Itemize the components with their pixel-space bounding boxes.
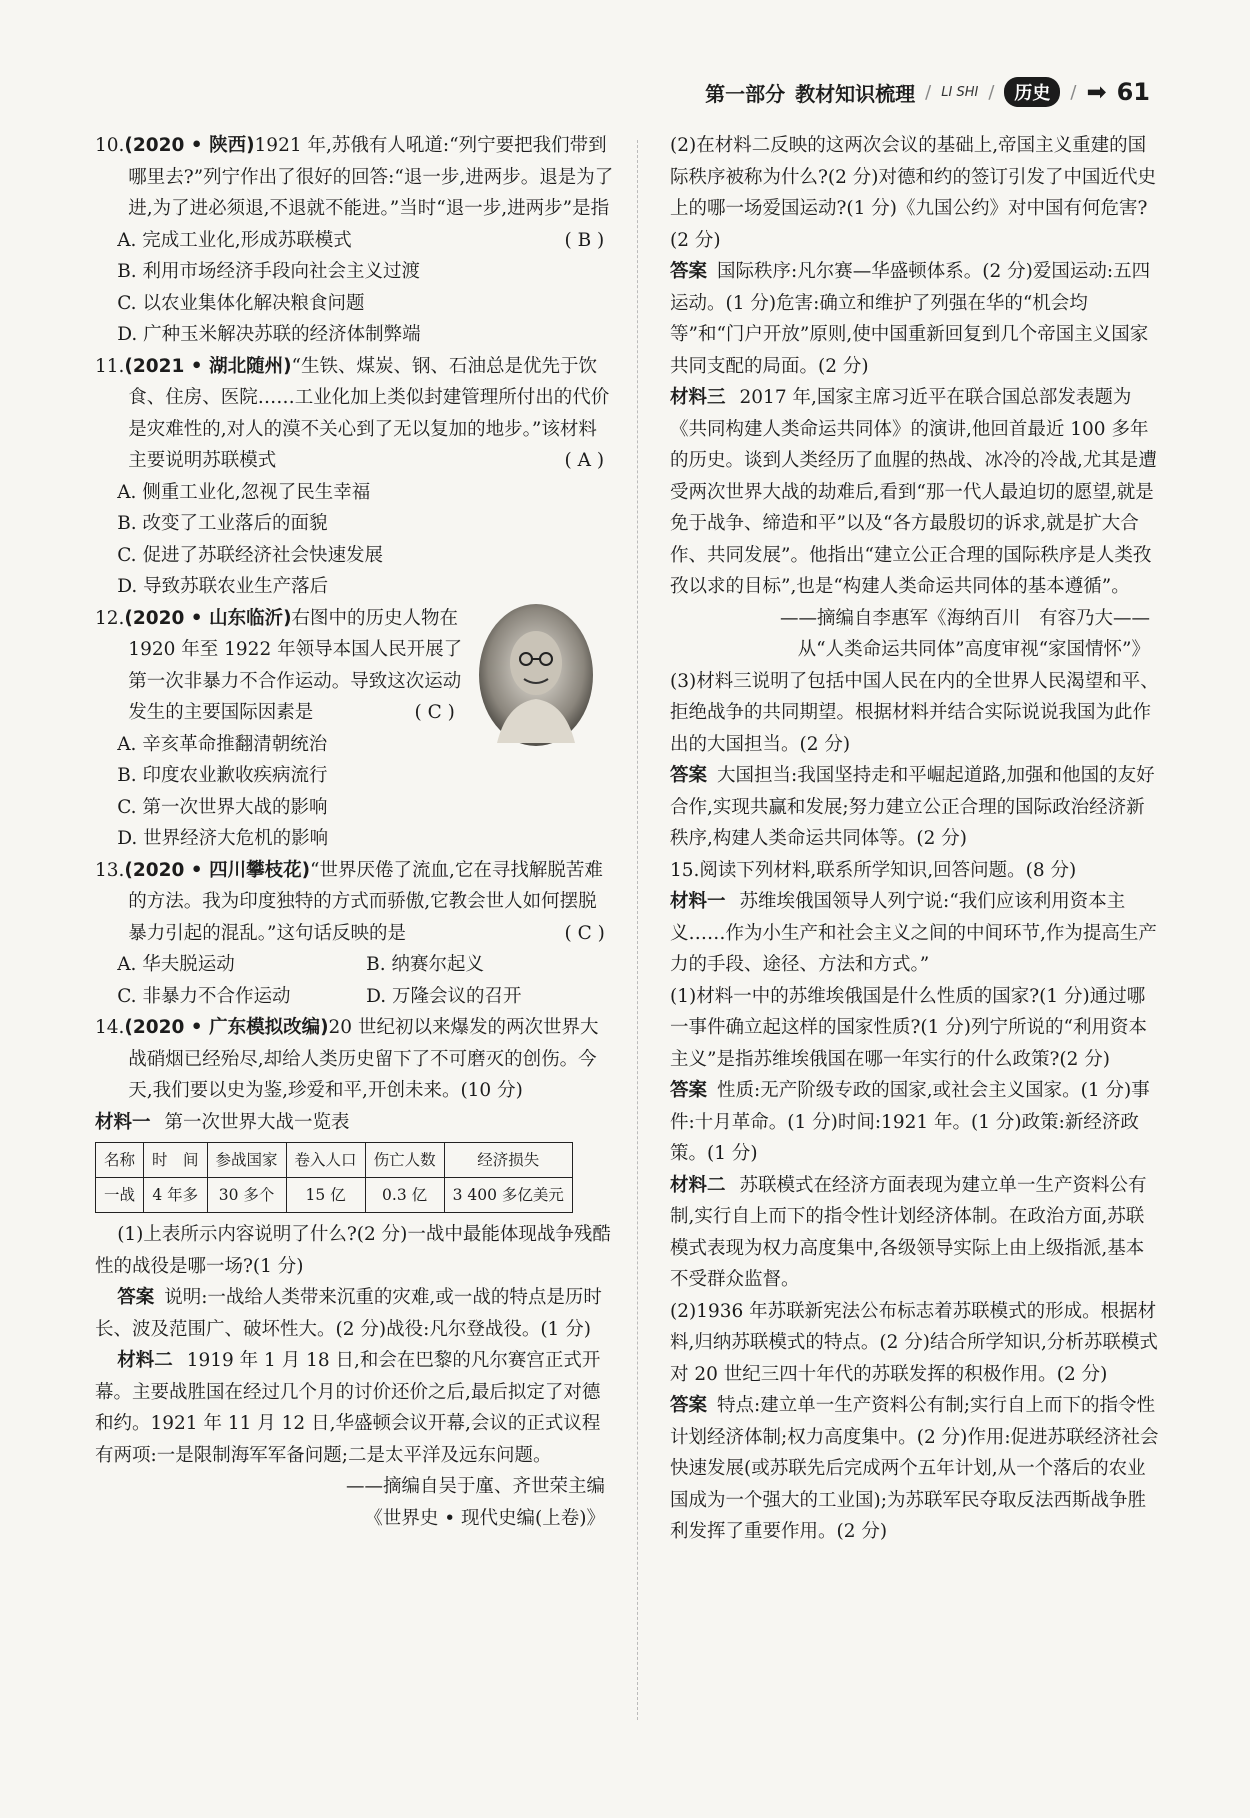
table-header: 伤亡人数 <box>365 1143 444 1178</box>
option: C. 非暴力不合作运动 <box>117 985 291 1007</box>
material-label: 材料二 <box>670 1174 726 1196</box>
option: A. 完成工业化,形成苏联模式 <box>117 229 352 251</box>
material-text: 苏联模式在经济方面表现为建立单一生产资料公有制,实行自上而下的指令性计划经济体制。在政治方面,苏联模式表现为权力高度集中,各级领导实际上由上级指派,基本不受群众监督。 <box>670 1174 1147 1290</box>
left-column <box>95 130 615 1534</box>
option: B. 印度农业歉收疾病流行 <box>117 765 328 786</box>
arrow-right-icon: ➡ <box>1086 78 1107 106</box>
question-14 <box>95 1012 615 1534</box>
answer-choice: ( C ) <box>414 702 455 723</box>
question-number: 12. <box>95 607 125 629</box>
question-number: 10. <box>95 135 125 156</box>
material-text: 苏维埃俄国领导人列宁说:“我们应该利用资本主义……作为小生产和社会主义之间的中间环节,作为提高生产力的手段、途径、方法和方式。” <box>670 891 1157 975</box>
table-header: 时 间 <box>144 1143 208 1178</box>
material-text: 2017 年,国家主席习近平在联合国总部发表题为《共同构建人类命运共同体》的演讲,他回首最近 100 多年的历史。谈到人类经历了血腥的热战、冰冷的冷战,尤其是遭受两次世界大战的劫难后,看到“那一代人最迫切的愿望,就是免于战争、缔造和平”以及“各方最殷切的诉求,就是扩大合作、共同发展”。他指出“建立公正合理的国际秩序是人类孜孜以求的目标”,也是“构建人类命运共同体的基本遵循”。 <box>670 387 1157 597</box>
table-cell: 一战 <box>96 1178 144 1213</box>
divider-slash: / <box>925 81 932 103</box>
material-label: 材料三 <box>670 387 726 408</box>
question-text: 右图中的历史人物在 1920 年至 1922 年领导本国人民开展了第一次非暴力不合作运动。导致这次运动发生的主要国际因素是 <box>128 607 463 723</box>
answer-label: 答案 <box>670 261 708 282</box>
answer-label: 答案 <box>117 1287 155 1308</box>
option: C. 促进了苏联经济社会快速发展 <box>117 544 383 566</box>
option: C. 第一次世界大战的影响 <box>117 796 328 818</box>
sub-question: (1)材料一中的苏维埃俄国是什么性质的国家?(1 分)通过哪一事件确立起这样的国家性质?(1 分)列宁所说的“利用资本主义”是指苏维埃俄国在哪一年实行的什么政策?(2 分) <box>670 985 1147 1070</box>
table-header: 名称 <box>96 1143 144 1178</box>
question-12 <box>95 603 615 855</box>
sub-question: (1)上表所示内容说明了什么?(2 分)一战中最能体现战争残酷性的战役是哪一场?(1 分) <box>95 1224 611 1277</box>
question-text: “生铁、煤炭、钢、石油总是优先于饮食、住房、医院……工业化加上类似封建管理所付出的代价是灾难性的,对人的漠不关心到了无以复加的地步。”该材料主要说明苏联模式 <box>128 355 610 471</box>
ww1-table <box>95 1142 573 1213</box>
table-header: 经济损失 <box>444 1143 572 1178</box>
option-row <box>95 949 615 981</box>
answer-label: 答案 <box>670 1395 708 1416</box>
question-15 <box>670 855 1160 1548</box>
question-text: 20 世纪初以来爆发的两次世界大战硝烟已经殆尽,却给人类历史留下了不可磨灭的创伤。今天,我们要以史为鉴,珍爱和平,开创未来。(10 分) <box>128 1017 599 1101</box>
question-number: 11. <box>95 355 125 377</box>
citation: ——摘编自吴于廑、齐世荣主编 <box>345 1476 605 1497</box>
answer-text: 国际秩序:凡尔赛—华盛顿体系。(2 分)爱国运动:五四运动。(1 分)危害:确立和维护了列强在华的“机会均等”和“门户开放”原则,使中国重新回复到几个帝国主义国家共同支配的局面。(2 分) <box>670 261 1151 377</box>
question-number: 14. <box>95 1017 125 1038</box>
question-number: 15. <box>670 859 700 881</box>
section-label: 第一部分 <box>705 81 786 106</box>
subject-pinyin: LI SHI <box>941 84 979 100</box>
table-cell: 4 年多 <box>144 1178 208 1213</box>
table-cell: 3 400 多亿美元 <box>444 1178 572 1213</box>
answer-text: 性质:无产阶级专政的国家,或社会主义国家。(1 分)事件:十月革命。(1 分)时间:1921 年。(1 分)政策:新经济政策。(1 分) <box>670 1080 1150 1164</box>
question-source: (2020 • 陕西) <box>124 135 255 156</box>
subject-badge: 历史 <box>1004 77 1060 107</box>
option: B. 利用市场经济手段向社会主义过渡 <box>117 261 421 282</box>
column-divider <box>637 140 638 1720</box>
answer-text: 说明:一战给人类带来沉重的灾难,或一战的特点是历时长、波及范围广、破坏性大。(2 分)战役:凡尔登战役。(1 分) <box>95 1287 602 1340</box>
question-10 <box>95 130 615 351</box>
material-heading <box>95 1107 615 1139</box>
question-number: 13. <box>95 859 125 881</box>
question-text: “世界厌倦了流血,它在寻找解脱苦难的方法。我为印度独特的方式而骄傲,它教会世人如何摆脱暴力引起的混乱。”这句话反映的是 <box>128 859 603 944</box>
material-text: 1919 年 1 月 18 日,和会在巴黎的凡尔赛宫正式开幕。主要战胜国在经过几个月的讨价还价之后,最后拟定了对德和约。1921 年 11 月 12 日,华盛顿会议开幕,会议的正式议程有两项:一是限制海军军备问题;二是太平洋及远东问题。 <box>95 1350 601 1466</box>
right-column <box>670 130 1160 1548</box>
answer-block <box>670 760 1160 855</box>
answer-block <box>95 1282 615 1345</box>
page-number: 61 <box>1116 78 1150 106</box>
section-title: 教材知识梳理 <box>795 81 916 106</box>
answer-block <box>670 1075 1160 1170</box>
material-label: 材料一 <box>670 891 726 912</box>
material-block <box>670 382 1160 603</box>
sub-question: (3)材料三说明了包括中国人民在内的全世界人民渴望和平、拒绝战争的共同期望。根据材料并结合实际说说我国为此作出的大国担当。(2 分) <box>670 670 1159 755</box>
table-cell: 30 多个 <box>207 1178 286 1213</box>
question-source: (2020 • 广东模拟改编) <box>124 1017 329 1038</box>
divider-slash: / <box>988 81 995 103</box>
answer-text: 大国担当:我国坚持走和平崛起道路,加强和他国的友好合作,实现共赢和发展;努力建立公正合理的国际政治经济新秩序,构建人类命运共同体等。(2 分) <box>670 765 1155 849</box>
question-text: 阅读下列材料,联系所学知识,回答问题。(8 分) <box>699 859 1077 881</box>
option-row <box>95 981 615 1013</box>
option: B. 改变了工业落后的面貌 <box>117 513 328 534</box>
answer-choice: ( A ) <box>564 450 605 471</box>
citation: ——摘编自李惠军《海纳百川 有容乃大—— <box>779 607 1150 629</box>
option: D. 广种玉米解决苏联的经济体制弊端 <box>117 324 421 345</box>
question-source: (2020 • 山东临沂) <box>124 607 292 629</box>
material-block <box>670 1170 1160 1296</box>
table-cell: 0.3 亿 <box>365 1178 444 1213</box>
material-label: 材料二 <box>117 1350 173 1371</box>
material-block <box>95 1345 615 1471</box>
material-block <box>670 886 1160 981</box>
citation: 从“人类命运共同体”高度审视“家国情怀”》 <box>797 639 1150 660</box>
table-header: 参战国家 <box>207 1143 286 1178</box>
divider-slash: / <box>1070 81 1077 103</box>
question-text: 1921 年,苏俄有人吼道:“列宁要把我们带到哪里去?”列宁作出了很好的回答:“退一步,进两步。退是为了进,为了进必须退,不退就不能进。”当时“退一步,进两步”是指 <box>128 135 614 219</box>
sub-question: (2)1936 年苏联新宪法公布标志着苏联模式的形成。根据材料,归纳苏联模式的特点。(2 分)结合所学知识,分析苏联模式对 20 世纪三四十年代的苏联发挥的积极作用。(2 分) <box>670 1300 1158 1385</box>
page-header <box>670 72 1150 112</box>
table-header-row <box>96 1143 573 1178</box>
table-row <box>96 1178 573 1213</box>
material-title: 第一次世界大战一览表 <box>164 1111 350 1133</box>
option: A. 侧重工业化,忽视了民生幸福 <box>117 481 371 503</box>
table-header: 卷入人口 <box>286 1143 365 1178</box>
question-11 <box>95 351 615 603</box>
answer-choice: ( C ) <box>564 922 605 944</box>
option: D. 万隆会议的召开 <box>366 985 522 1007</box>
option: C. 以农业集体化解决粮食问题 <box>117 292 365 314</box>
answer-block <box>670 256 1160 382</box>
gandhi-portrait-image <box>477 603 595 748</box>
answer-choice: ( B ) <box>564 229 605 251</box>
answer-text: 特点:建立单一生产资料公有制;实行自上而下的指令性计划经济体制;权力高度集中。(2 分)作用:促进苏联经济社会快速发展(或苏联先后完成两个五年计划,从一个落后的农业国成为一个强大的工业国);为苏联军民夺取反法西斯战争胜利发挥了重要作用。(2 分) <box>670 1395 1159 1542</box>
option: B. 纳赛尔起义 <box>366 954 484 975</box>
answer-label: 答案 <box>670 1080 708 1101</box>
question-source: (2021 • 湖北随州) <box>124 355 292 377</box>
question-13 <box>95 855 615 1013</box>
option: A. 华夫脱运动 <box>117 954 235 975</box>
citation: 《世界史 • 现代史编(上卷)》 <box>364 1507 605 1529</box>
answer-label: 答案 <box>670 765 708 786</box>
option: D. 世界经济大危机的影响 <box>117 828 329 849</box>
option: D. 导致苏联农业生产落后 <box>117 576 329 597</box>
material-label: 材料一 <box>95 1111 151 1133</box>
question-source: (2020 • 四川攀枝花) <box>124 859 311 881</box>
option: A. 辛亥革命推翻清朝统治 <box>117 733 328 755</box>
table-cell: 15 亿 <box>286 1178 365 1213</box>
answer-block <box>670 1390 1160 1548</box>
sub-question: (2)在材料二反映的这两次会议的基础上,帝国主义重建的国际秩序被称为什么?(2 分)对德和约的签订引发了中国近代史上的哪一场爱国运动?(1 分)《九国公约》对中国有何危害?(2 分) <box>670 135 1157 251</box>
